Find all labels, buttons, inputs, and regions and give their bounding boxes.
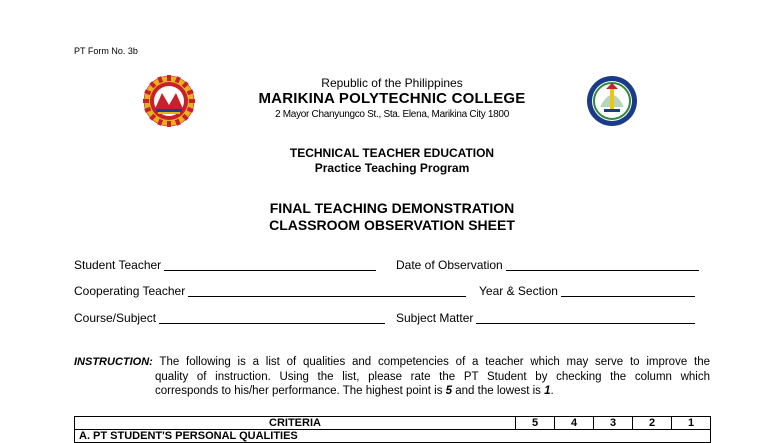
instruction-line-3: corresponds to his/her performance. The highest point is 5 and the lowest is 1. [155,385,554,397]
lowest-point: 1 [544,385,551,397]
year-section-line[interactable] [561,284,695,297]
cooperating-teacher-line[interactable] [188,284,466,297]
form-title-line2: CLASSROOM OBSERVATION SHEET [269,217,515,233]
score-2-header: 2 [633,417,672,430]
date-of-observation-label: Date of Observation [396,258,503,272]
subject-matter-line[interactable] [476,311,695,324]
student-teacher-label: Student Teacher [74,258,162,272]
cooperating-teacher-field [74,284,466,298]
year-section-field [479,284,695,298]
year-section-label: Year & Section [479,284,558,298]
highest-point: 5 [445,385,453,397]
instruction-text-3: corresponds to his/her performance. The highest point is [155,385,443,397]
student-teacher-line[interactable] [164,258,376,271]
instruction-line-2 [74,370,710,385]
criteria-header: CRITERIA [75,417,516,430]
course-subject-field [74,311,385,325]
student-teacher-field [74,258,376,272]
subject-matter-label: Subject Matter [396,311,474,325]
college-address: 2 Mayor Chanyungco St., Sta. Elena, Marikina City 1800 [275,109,509,120]
instruction-line-1: INSTRUCTION: The following is a list of qualities and competencies of a teacher which may serve to improve the [74,356,710,368]
program-title: Practice Teaching Program [314,161,470,175]
college-name: MARIKINA POLYTECHNIC COLLEGE [258,90,526,107]
form-number: PT Form No. 3b [74,46,138,56]
instruction-text-2: quality of instruction. Using the list, please rate the PT Student by checking the column which [155,370,710,383]
table-header-row [75,417,711,430]
course-subject-line[interactable] [159,311,385,324]
subject-matter-field [396,311,695,325]
republic-text: Republic of the Philippines [321,76,463,90]
score-5-header: 5 [516,417,555,430]
instruction-paragraph [74,355,710,399]
instruction-label: INSTRUCTION [74,356,150,368]
date-of-observation-line[interactable] [506,258,699,271]
section-a-header: A. PT STUDENT'S PERSONAL QUALITIES [75,430,711,443]
cooperating-teacher-label: Cooperating Teacher [74,284,186,298]
criteria-table [74,416,711,443]
date-of-observation-field [396,258,699,272]
instruction-text-1: The following is a list of qualities and competencies of a teacher which may serve to improve the [159,356,710,368]
department-title: TECHNICAL TEACHER EDUCATION [289,146,495,160]
instruction-text-3b: and the lowest is [455,385,541,397]
score-3-header: 3 [594,417,633,430]
score-1-header: 1 [672,417,711,430]
course-subject-label: Course/Subject [74,311,157,325]
score-4-header: 4 [555,417,594,430]
form-title-line1: FINAL TEACHING DEMONSTRATION [269,200,515,216]
